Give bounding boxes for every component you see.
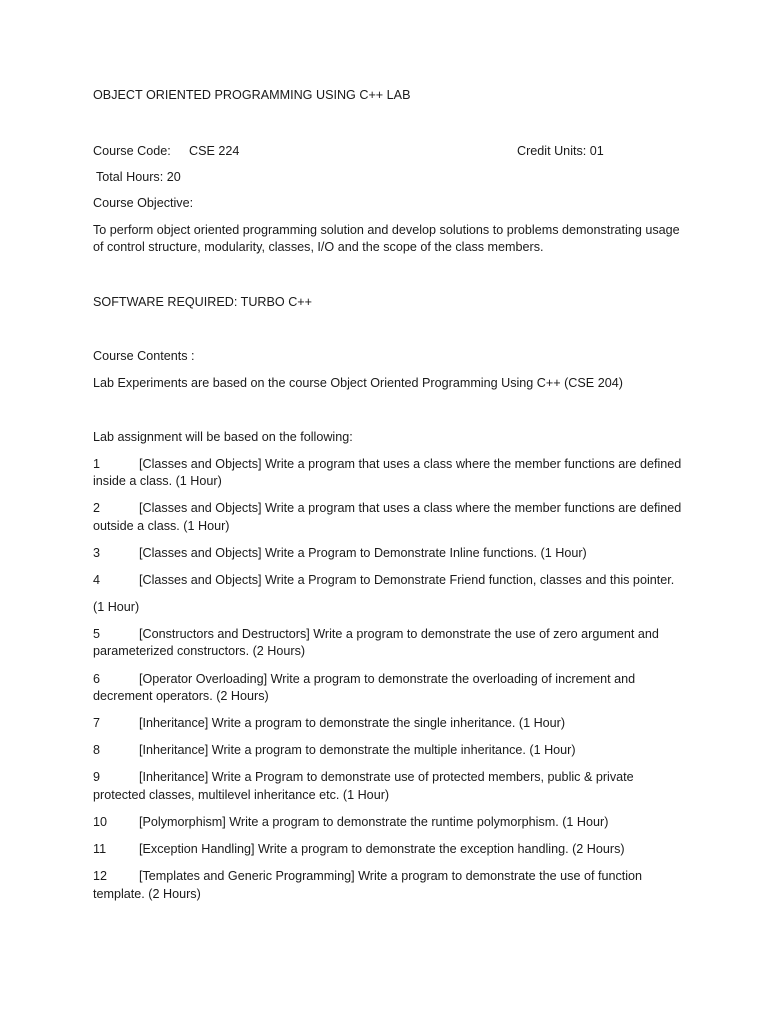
list-item [93, 814, 683, 832]
item-number: 12 [93, 869, 108, 884]
item-text: [Constructors and Destructors] Write a program to demonstrate the use of zero argument and parameterized constructors. (2 Hours) [93, 626, 659, 659]
item-number: 10 [93, 814, 108, 829]
list-item [93, 671, 683, 706]
assignment-list [93, 456, 683, 904]
list-item [93, 868, 683, 903]
list-item [93, 715, 683, 733]
list-item [93, 841, 683, 859]
course-codes-row [93, 143, 683, 161]
course-objective-label: Course Objective: [93, 196, 194, 210]
item-text: [Inheritance] Write a program to demonstrate the multiple inheritance. (1 Hour) [139, 743, 576, 758]
course-contents-label: Course Contents : [93, 349, 195, 363]
item-number: 3 [93, 545, 101, 560]
item-number: 9 [93, 770, 101, 785]
item-text: [Templates and Generic Programming] Write a program to demonstrate the use of function template. (2 Hours) [93, 869, 643, 901]
item-text: [Inheritance] Write a program to demonstrate the single inheritance. (1 Hour) [139, 716, 566, 731]
list-item [93, 626, 683, 661]
course-code-value: CSE 224 [189, 143, 240, 158]
lab-assignment-intro: Lab assignment will be based on the following: [93, 430, 353, 444]
item-number: 6 [93, 671, 101, 686]
item-number: 11 [93, 842, 107, 857]
software-required: SOFTWARE REQUIRED: TURBO C++ [93, 294, 313, 309]
item-number: 7 [93, 716, 101, 731]
item-text: [Polymorphism] Write a program to demonstrate the runtime polymorphism. (1 Hour) [139, 814, 609, 829]
item-text: [Exception Handling] Write a program to demonstrate the exception handling. (2 Hours) [139, 842, 625, 857]
list-item [93, 456, 683, 491]
list-item [93, 742, 683, 760]
item-text: [Classes and Objects] Write a Program to Demonstrate Friend function, classes and this pointer. [139, 572, 675, 587]
item-text: [Classes and Objects] Write a program that uses a class where the member functions are defined inside a class. (1 Hour) [93, 456, 682, 488]
list-item-continuation: (1 Hour) [93, 599, 140, 614]
document-title: OBJECT ORIENTED PROGRAMMING USING C++ LAB [93, 88, 411, 102]
credit-units: Credit Units: 01 [517, 143, 604, 158]
item-text: [Operator Overloading] Write a program to demonstrate the overloading of increment and decrement operators. (2 Hours) [93, 671, 636, 704]
item-text: [Classes and Objects] Write a Program to Demonstrate Inline functions. (1 Hour) [139, 545, 587, 560]
item-number: 5 [93, 626, 101, 641]
list-item [93, 769, 683, 804]
course-code-label: Course Code: [93, 143, 171, 158]
list-item [93, 545, 683, 563]
item-number: 1 [93, 456, 101, 471]
document-page [93, 87, 683, 913]
item-text: [Classes and Objects] Write a program that uses a class where the member functions are defined outside a class. (1 Hour) [93, 501, 682, 533]
item-number: 4 [93, 572, 101, 587]
item-number: 8 [93, 743, 101, 758]
course-objective-text: To perform object oriented programming solution and develop solutions to problems demonstrating usage of control structure, modularity, classes, I/O and the scope of the class members. [93, 222, 680, 254]
lab-experiments-text: Lab Experiments are based on the course Object Oriented Programming Using C++ (CSE 204) [93, 375, 623, 390]
item-text: [Inheritance] Write a Program to demonstrate use of protected members, public & private protected classes, multilevel inheritance etc. (1 Hour) [93, 770, 634, 802]
item-number: 2 [93, 501, 101, 516]
list-item [93, 500, 683, 535]
list-item [93, 572, 683, 590]
total-hours: Total Hours: 20 [96, 169, 181, 184]
